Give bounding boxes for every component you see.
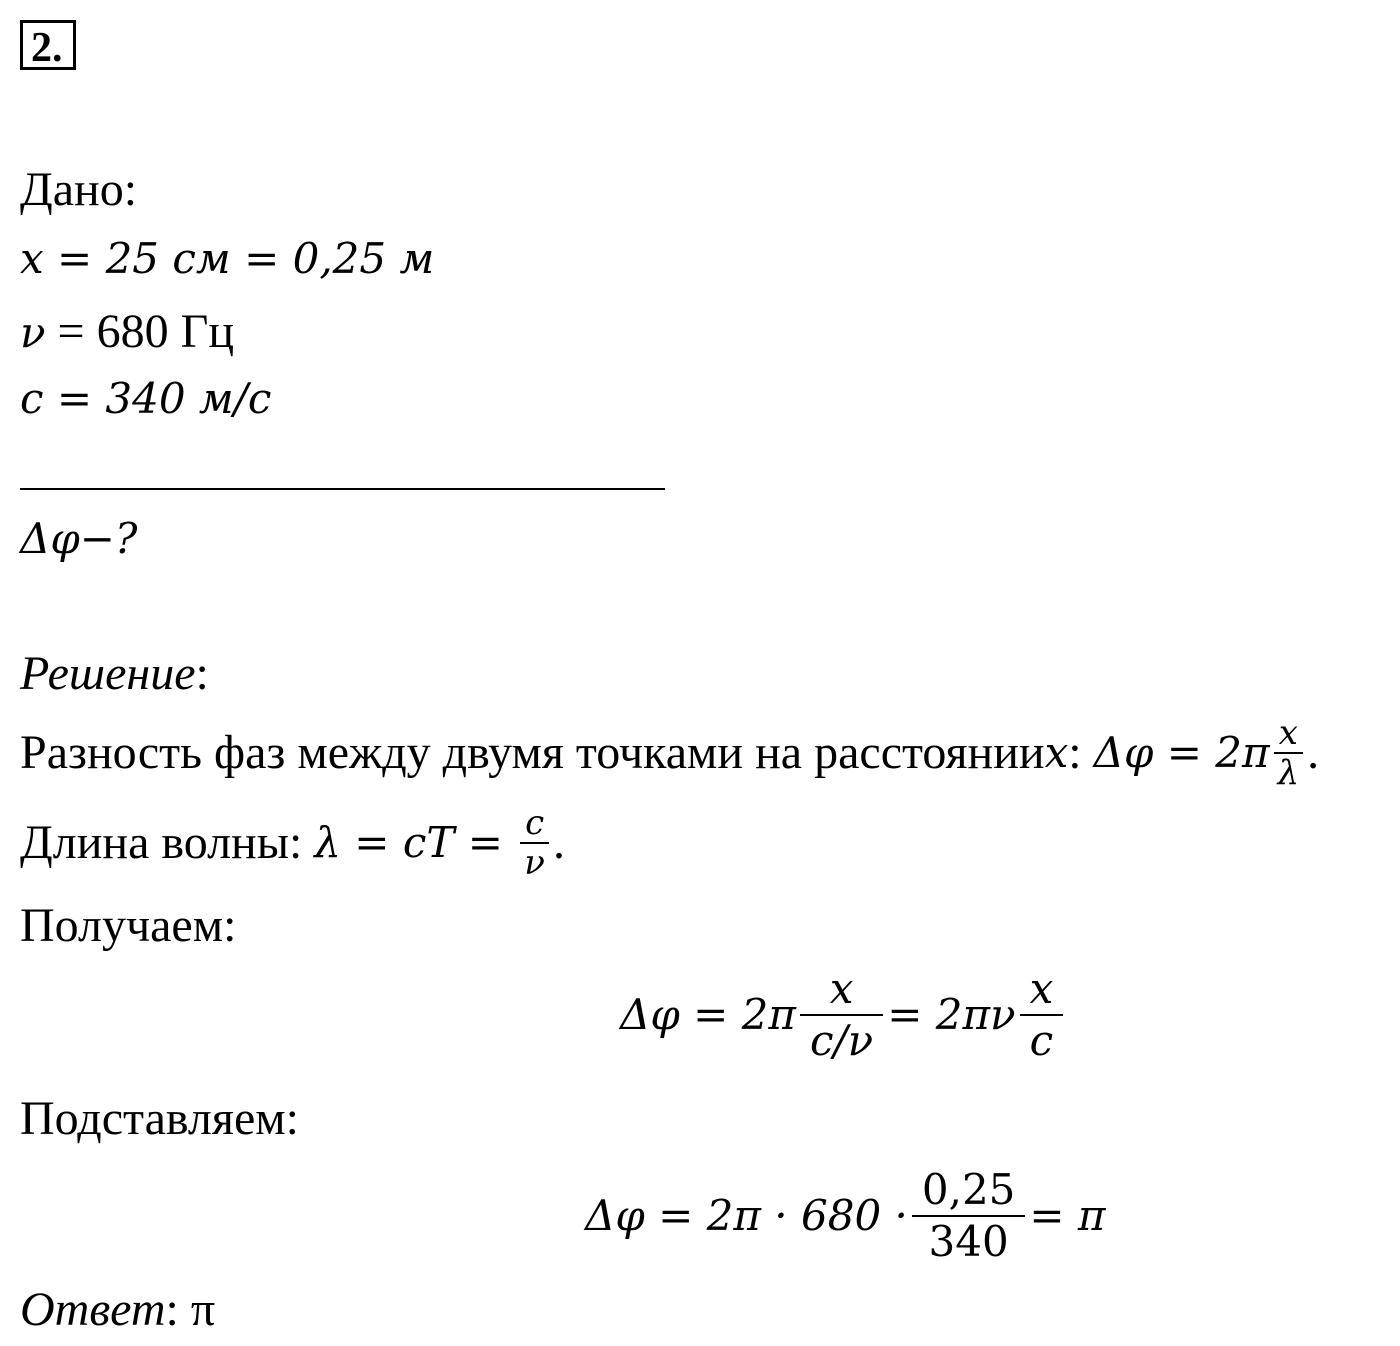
solution-line-phase-difference (20, 708, 1319, 798)
equation-general (620, 960, 1067, 1070)
find-quantity: Δφ−? (20, 514, 138, 563)
given-line-distance: x = 25 см = 0,25 м (20, 234, 435, 283)
answer-line (20, 1283, 216, 1336)
given-frequency-value: = 680 Гц (45, 305, 235, 358)
wavelength-fraction (520, 803, 549, 883)
solution-heading-colon: : (195, 647, 209, 700)
equation-general-denominator-2: c (1029, 1016, 1054, 1065)
given-line-speed: c = 340 м/с (20, 374, 272, 423)
phase-difference-formula: Δφ = 2π (1093, 728, 1270, 777)
wavelength-fraction-denominator: ν (524, 843, 545, 883)
equation-general-numerator-1: x (800, 968, 883, 1016)
equation-numeric-fraction (912, 1164, 1026, 1266)
equation-general-left: Δφ = 2π (620, 990, 796, 1039)
equation-numeric-left: Δφ = 2π · 680 · (585, 1190, 908, 1240)
solution-line-obtain: Получаем: (20, 899, 237, 952)
problem-number: 2. (20, 20, 76, 70)
phase-fraction-numerator: x (1274, 716, 1304, 754)
wavelength-period: . (552, 816, 565, 869)
equation-numeric-result: = π (1029, 1190, 1106, 1240)
given-heading: Дано: (20, 163, 138, 216)
phase-difference-colon: : (1068, 726, 1094, 779)
equation-numeric-numerator: 0,25 (912, 1169, 1026, 1217)
equation-numeric-denominator: 340 (928, 1216, 1009, 1266)
phase-difference-period: . (1307, 726, 1320, 779)
wavelength-formula: λ = cT = (314, 818, 517, 867)
phase-difference-fraction (1274, 713, 1304, 793)
solution-line-wavelength (20, 798, 565, 888)
solution-heading-label: Решение (20, 647, 196, 700)
given-divider (20, 488, 665, 490)
answer-value: π (190, 1283, 216, 1336)
wavelength-text: Длина волны: (20, 816, 315, 869)
equation-general-middle: = 2πν (887, 990, 1016, 1039)
equation-general-denominator-1: c/ν (809, 1016, 874, 1065)
equation-general-numerator-2: x (1020, 968, 1064, 1016)
equation-general-fraction-1 (800, 964, 883, 1065)
solution-line-substitute: Подставляем: (20, 1092, 299, 1145)
answer-label: Ответ (20, 1283, 166, 1336)
solution-heading (20, 647, 209, 700)
given-line-frequency (20, 305, 234, 358)
wavelength-fraction-numerator: c (520, 806, 549, 844)
answer-colon: : (165, 1283, 191, 1336)
given-frequency-symbol: ν (20, 308, 46, 357)
phase-difference-var: x (1044, 728, 1069, 777)
equation-general-fraction-2 (1020, 964, 1064, 1065)
phase-difference-text: Разность фаз между двумя точками на расстоянии (20, 726, 1045, 779)
equation-numeric (585, 1158, 1106, 1273)
phase-fraction-denominator: λ (1277, 753, 1300, 793)
